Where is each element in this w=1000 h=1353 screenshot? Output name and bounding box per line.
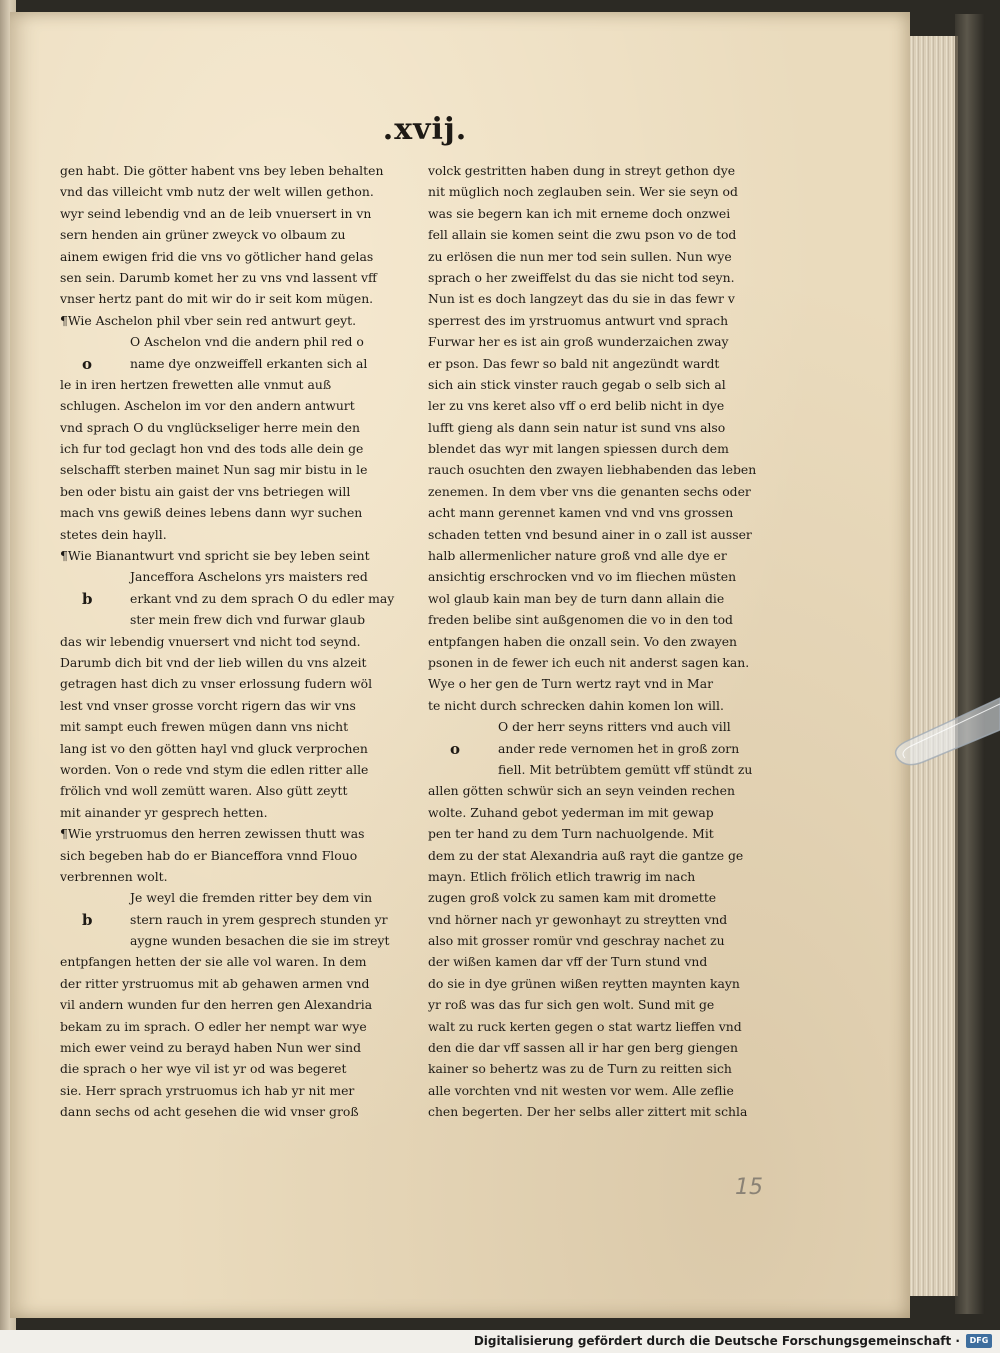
text-line: selschafft sterben mainet Nun sag mir bistu in le: [60, 462, 368, 478]
text-line: walt zu ruck kerten gegen o stat wartz lieffen vnd: [428, 1018, 742, 1034]
text-line: ich fur tod geclagt hon vnd des tods alle dein ge: [60, 441, 364, 457]
text-line: vnd das villeicht vmb nutz der welt willen gethon.: [60, 184, 374, 200]
drop-initial: o: [82, 354, 93, 373]
text-line: lufft gieng als dann sein natur ist sund vns also: [428, 419, 726, 435]
text-line: Janceffora Aschelons yrs maisters red: [130, 569, 368, 585]
text-line: zugen groß volck zu samen kam mit dromette: [428, 890, 717, 906]
text-line: sperrest des im yrstruomus antwurt vnd sprach: [428, 312, 729, 328]
text-line: alle vorchten vnd nit westen vor wem. Alle zeflie: [428, 1082, 734, 1098]
text-line: name dye onzweiffell erkanten sich al: [130, 355, 368, 371]
text-line: O der herr seyns ritters vnd auch vill: [498, 719, 731, 735]
text-line: Furwar her es ist ain groß wunderzaichen zway: [428, 334, 729, 350]
plastic-page-clip: [885, 690, 1000, 780]
text-line: te nicht durch schrecken dahin komen lon will.: [428, 697, 724, 713]
text-line: was sie begern kan ich mit erneme doch onzwei: [428, 205, 731, 221]
text-line: Darumb dich bit vnd der lieb willen du vns alzeit: [60, 654, 367, 670]
drop-initial: b: [82, 911, 93, 929]
text-line: entpfangen haben die onzall sein. Vo den zwayen: [428, 633, 738, 649]
text-line: verbrennen wolt.: [60, 868, 168, 884]
text-line: aygne wunden besachen die sie im streyt: [130, 933, 390, 949]
right-text-column: [428, 160, 773, 1123]
page-stack-edges: [905, 36, 958, 1296]
text-line: zenemen. In dem vber vns die genanten sechs oder: [428, 483, 751, 499]
text-line: mach vns gewiß deines lebens dann wyr suchen: [60, 505, 363, 521]
text-line: vnd sprach O du vnglückseliger herre mein den: [60, 419, 360, 435]
text-line: dann sechs od acht gesehen die wid vnser groß: [60, 1104, 359, 1120]
text-line: stetes dein hayll.: [60, 526, 167, 542]
text-line: frölich vnd woll zemütt waren. Also gütt zeytt: [60, 783, 348, 799]
text-line: ler zu vns keret also vff o erd belib nicht in dye: [428, 398, 725, 414]
text-line: stern rauch in yrem gesprech stunden yr: [130, 911, 388, 927]
text-line: sern henden ain grüner zweyck vo olbaum zu: [60, 227, 346, 243]
text-line: acht mann gerennet kamen vnd vnd vns grossen: [428, 505, 734, 521]
text-line: mit ainander yr gesprech hetten.: [60, 804, 268, 820]
drop-initial: o: [450, 739, 461, 758]
text-line: psonen in de fewer ich euch nit anderst sagen kan.: [428, 654, 750, 670]
text-line: Je weyl die fremden ritter bey dem vin: [130, 890, 373, 906]
text-line: lest vnd vnser grosse vorcht rigern das wir vns: [60, 697, 356, 713]
text-line: sich begeben hab do er Bianceffora vnnd Flouo: [60, 847, 358, 863]
text-line: also mit grosser romür vnd geschray nachet zu: [428, 933, 725, 949]
text-line: getragen hast dich zu vnser erlossung fudern wöl: [60, 676, 373, 692]
text-line: fiell. Mit betrübtem gemütt vff stündt zu: [498, 761, 753, 777]
text-line: wyr seind lebendig vnd an de leib vnuersert in vn: [60, 205, 372, 221]
text-line: fell allain sie komen seint die zwu pson vo de tod: [428, 227, 737, 243]
text-line: sen sein. Darumb komet her zu vns vnd lassent vff: [60, 269, 377, 285]
text-line: schlugen. Aschelon im vor den andern antwurt: [60, 398, 355, 414]
text-line: volck gestritten haben dung in streyt gethon dye: [428, 163, 736, 178]
text-line: ster mein frew dich vnd furwar glaub: [130, 612, 366, 628]
text-line: lang ist vo den götten hayl vnd gluck verprochen: [60, 740, 368, 756]
text-line: dem zu der stat Alexandria auß rayt die gantze ge: [428, 847, 744, 863]
text-line: ander rede vernomen het in groß zorn: [498, 740, 740, 756]
drop-initial: b: [82, 590, 93, 608]
text-line: ¶Wie yrstruomus den herren zewissen thutt was: [60, 826, 365, 842]
text-line: zu erlösen die nun mer tod sein sullen. Nun wye: [428, 248, 732, 264]
text-line: sich ain stick vinster rauch gegab o selb sich al: [428, 376, 726, 392]
text-line: halb allermenlicher nature groß vnd alle dye er: [428, 548, 727, 564]
dfg-logo: DFG: [966, 1334, 992, 1348]
text-line: erkant vnd zu dem sprach O du edler may: [130, 590, 395, 606]
text-line: vnd hörner nach yr gewonhayt zu streytten vnd: [428, 911, 728, 927]
text-line: rauch osuchten den zwayen liebhabenden das leben: [428, 462, 757, 478]
text-line: do sie in dye grünen wißen reytten maynten kayn: [428, 975, 740, 991]
text-line: ¶Wie Bianantwurt vnd spricht sie bey leben seint: [60, 548, 370, 564]
text-line: schaden tetten vnd besund ainer in o zall ist ausser: [428, 526, 752, 542]
text-line: worden. Von o rede vnd stym die edlen ritter alle: [60, 761, 369, 777]
text-line: vnser hertz pant do mit wir do ir seit kom mügen.: [60, 291, 374, 307]
text-line: der wißen kamen dar vff der Turn stund vnd: [428, 954, 708, 970]
text-line: le in iren hertzen frewetten alle vnmut auß: [60, 376, 332, 392]
text-line: nit müglich noch zeglauben sein. Wer sie seyn od: [428, 184, 738, 200]
text-line: blendet das wyr mit langen spiessen durch dem: [428, 441, 729, 457]
text-line: er pson. Das fewr so bald nit angezündt wardt: [428, 355, 720, 371]
text-line: wolte. Zuhand gebot yederman im mit gewap: [428, 804, 714, 820]
text-line: mit sampt euch frewen mügen dann vns nicht: [60, 719, 349, 735]
funding-credit: Digitalisierung gefördert durch die Deutsche Forschungsgemeinschaft ·: [473, 1334, 960, 1348]
footer-bar: [0, 1330, 1000, 1353]
text-line: pen ter hand zu dem Turn nachuolgende. Mit: [428, 826, 714, 842]
left-text-column: [60, 160, 405, 1123]
text-line: freden belibe sint außgenomen die vo in den tod: [428, 612, 733, 628]
text-line: Nun ist es doch langzeyt das du sie in das fewr v: [428, 291, 735, 307]
text-line: das wir lebendig vnuersert vnd nicht tod seynd.: [60, 633, 361, 649]
text-line: O Aschelon vnd die andern phil red o: [130, 334, 364, 350]
text-line: der ritter yrstruomus mit ab gehawen armen vnd: [60, 975, 370, 991]
text-line: sie. Herr sprach yrstruomus ich hab yr nit mer: [60, 1082, 355, 1098]
text-line: die sprach o her wye vil ist yr od was begeret: [60, 1061, 347, 1077]
text-line: mayn. Etlich frölich etlich trawrig im nach: [428, 868, 696, 884]
folio-number: .xvij.: [382, 112, 468, 147]
text-line: sprach o her zweiffelst du das sie nicht tod seyn.: [428, 269, 735, 285]
text-line: gen habt. Die götter habent vns bey leben behalten: [60, 163, 384, 178]
text-line: bekam zu im sprach. O edler her nempt war wye: [60, 1018, 367, 1034]
text-line: ansichtig erschrocken vnd vo im fliechen müsten: [428, 569, 737, 585]
text-line: entpfangen hetten der sie alle vol waren. In dem: [60, 954, 367, 970]
text-line: Wye o her gen de Turn wertz rayt vnd in Mar: [428, 676, 714, 692]
text-line: allen götten schwür sich an seyn veinden rechen: [428, 783, 735, 799]
text-line: wol glaub kain man bey de turn dann allain die: [428, 590, 725, 606]
text-line: vil andern wunden fur den herren gen Alexandria: [60, 997, 373, 1013]
text-line: den die dar vff sassen all ir har gen berg giengen: [428, 1040, 738, 1056]
text-line: ainem ewigen frid die vns vo götlicher hand gelas: [60, 248, 374, 264]
text-line: chen begerten. Der her selbs aller zittert mit schla: [428, 1104, 748, 1120]
text-line: ben oder bistu ain gaist der vns betriegen will: [60, 483, 351, 499]
text-line: mich ewer veind zu berayd haben Nun wer sind: [60, 1040, 362, 1056]
text-line: kainer so behertz was zu de Turn zu reitten sich: [428, 1061, 732, 1077]
book-cover-edge: [955, 14, 985, 1314]
pencil-annotation: 15: [735, 1175, 763, 1200]
text-line: yr roß was das fur sich gen wolt. Sund mit ge: [428, 997, 715, 1013]
text-line: ¶Wie Aschelon phil vber sein red antwurt geyt.: [60, 312, 357, 328]
